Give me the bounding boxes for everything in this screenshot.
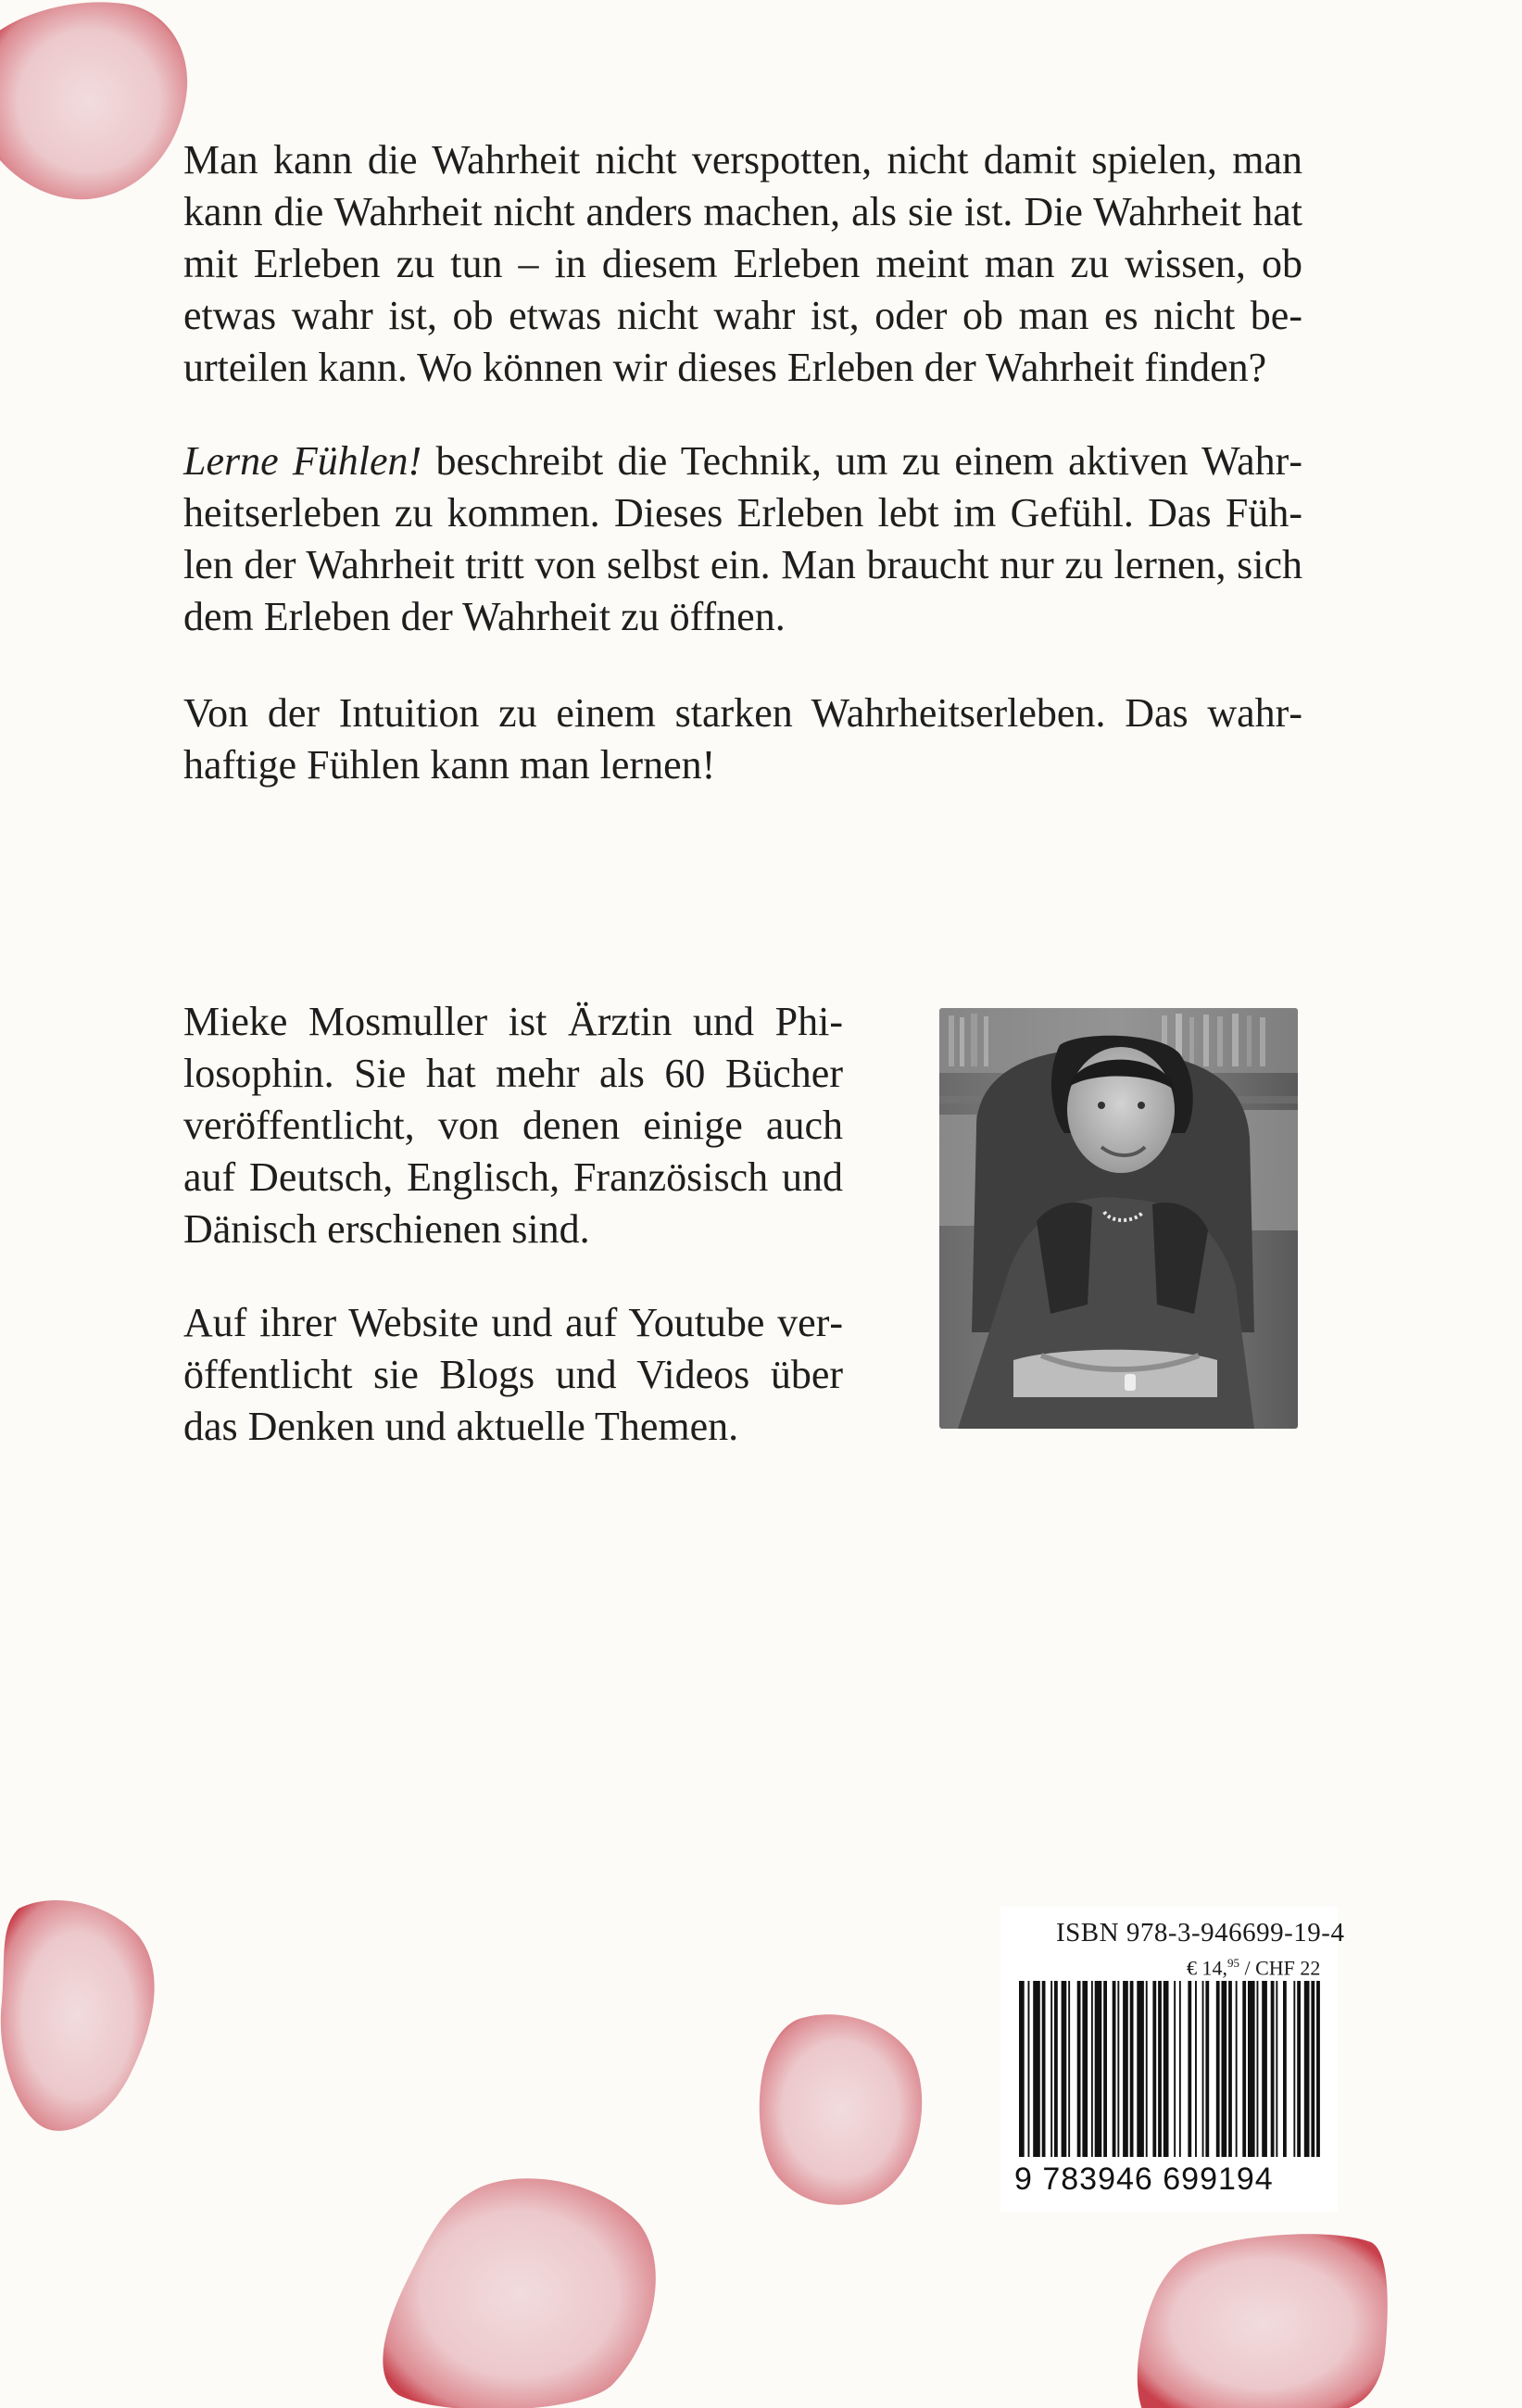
barcode-bar [1117, 1981, 1119, 2157]
barcode-digits: 9 783946 699194 [1014, 2162, 1274, 2197]
barcode-bar [1276, 1981, 1277, 2157]
petal-bottom-left [1, 1900, 155, 2131]
barcode-bar [1137, 1981, 1144, 2157]
barcode-bar [1316, 1981, 1320, 2157]
price-prefix: € 14, [1187, 1956, 1227, 1980]
barcode-bar [1188, 1981, 1191, 2157]
blurb-paragraph-2-text: beschreibt die Technik, um zu einem aktiven Wahrheitserleben zu kommen. Dieses Erleben lebt im Gefühl. Das Fühlen der Wahrheit tritt von selbst ein. Man braucht nur zu lernen, sich dem Erleben der Wahrheit zu öffnen. [183, 438, 1302, 639]
barcode-bars [1019, 1981, 1339, 2166]
barcode-bar [1152, 1981, 1156, 2157]
barcode-bar [1028, 1981, 1030, 2157]
barcode-bar [1019, 1981, 1025, 2157]
blurb-paragraph-2 [183, 435, 1302, 643]
barcode-bar [1123, 1981, 1128, 2157]
barcode-bar [1068, 1981, 1070, 2157]
isbn-label: ISBN 978-3-946699-19-4 [1056, 1918, 1345, 1948]
barcode-bar [1050, 1981, 1052, 2157]
barcode-bar [1222, 1981, 1227, 2157]
author-bio-2: Auf ihrer Website und auf Youtube veröffentlicht sie Blogs und Videos über das Denken und aktuelle Themen. [183, 1300, 843, 1449]
author-photo [939, 1008, 1298, 1429]
price-suffix: / CHF 22 [1239, 1956, 1321, 1980]
barcode-bar [1164, 1981, 1169, 2157]
barcode-bar [1195, 1981, 1197, 2157]
book-title-italic: Lerne Fühlen! [183, 438, 422, 484]
barcode-bar [1033, 1981, 1040, 2157]
barcode-bar [1103, 1981, 1107, 2157]
barcode-bar [1113, 1981, 1116, 2157]
barcode-bar [1174, 1981, 1176, 2157]
barcode-bar [1054, 1981, 1058, 2157]
barcode-bar [1062, 1981, 1067, 2157]
barcode-bar [1158, 1981, 1162, 2157]
barcode-bar [1304, 1981, 1310, 2157]
price-label [1187, 1951, 1320, 1980]
barcode-bar [1095, 1981, 1102, 2157]
barcode-bar [1311, 1981, 1314, 2157]
barcode-bar [1262, 1981, 1267, 2157]
barcode-bar [1228, 1981, 1232, 2157]
barcode-bar [1042, 1981, 1046, 2157]
petal-top-left [0, 2, 187, 199]
barcode-bar [1257, 1981, 1259, 2157]
blurb-paragraph-1: Man kann die Wahrheit nicht verspotten, nicht damit spielen, man kann die Wahrheit nicht anders machen, als sie ist. Die Wahrheit hat mit Erleben zu tun – in diesem Erleben meint man zu wissen, ob etwas wahr ist, ob etwas nicht wahr ist, oder ob man es nicht beurteilen kann. Wo können wir dieses Erleben der Wahrheit finden? [183, 137, 1302, 390]
barcode-bar [1271, 1981, 1275, 2157]
barcode-bar [1077, 1981, 1081, 2157]
barcode-bar [1216, 1981, 1220, 2157]
barcode-bar [1130, 1981, 1134, 2157]
barcode-bar [1179, 1981, 1181, 2157]
price-cents: 95 [1227, 1956, 1239, 1970]
barcode-bar [1082, 1981, 1088, 2157]
barcode-bar [1242, 1981, 1246, 2157]
petal-bottom-center-left [383, 2178, 655, 2408]
petal-bottom-center [760, 2014, 922, 2204]
barcode-bar [1283, 1981, 1287, 2157]
petal-bottom-right [1138, 2234, 1388, 2408]
barcode-bar [1236, 1981, 1238, 2157]
barcode-bar [1248, 1981, 1255, 2157]
barcode-bar [1091, 1981, 1093, 2157]
barcode-bar [1202, 1981, 1204, 2157]
barcode-bar [1205, 1981, 1209, 2157]
barcode-bar [1146, 1981, 1148, 2157]
barcode-bar [1297, 1981, 1301, 2157]
blurb-paragraph-3: Von der Intuition zu einem starken Wahrheitserleben. Das wahrhaftige Fühlen kann man lernen! [183, 690, 1302, 788]
author-bio-1: Mieke Mosmuller ist Ärztin und Philosophin. Sie hat mehr als 60 Bücher veröffentlicht, von denen einige auch auf Deutsch, Englisch, Französisch und Dänisch erschienen sind. [183, 999, 843, 1252]
barcode-bar [1293, 1981, 1295, 2157]
